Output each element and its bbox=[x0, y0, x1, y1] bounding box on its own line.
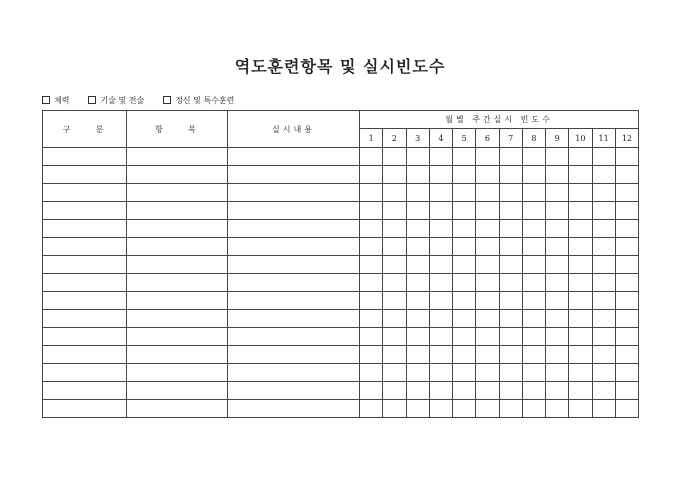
item-cell[interactable] bbox=[127, 184, 228, 202]
month-cell-2[interactable] bbox=[383, 364, 406, 382]
month-cell-6[interactable] bbox=[476, 238, 499, 256]
table-row bbox=[43, 166, 639, 184]
month-cell-10[interactable] bbox=[569, 274, 592, 292]
month-cell-10[interactable] bbox=[569, 166, 592, 184]
month-cell-12[interactable] bbox=[615, 238, 638, 256]
month-cell-11[interactable] bbox=[592, 328, 615, 346]
month-cell-1[interactable] bbox=[360, 238, 383, 256]
month-cell-12[interactable] bbox=[615, 292, 638, 310]
month-cell-12[interactable] bbox=[615, 274, 638, 292]
checkbox-item-mental[interactable] bbox=[163, 95, 234, 106]
month-cell-12[interactable] bbox=[615, 220, 638, 238]
month-cell-9[interactable] bbox=[546, 148, 569, 166]
table-row bbox=[43, 310, 639, 328]
month-cell-11[interactable] bbox=[592, 202, 615, 220]
month-cell-10[interactable] bbox=[569, 202, 592, 220]
content-cell[interactable] bbox=[228, 400, 360, 418]
month-cell-11[interactable] bbox=[592, 400, 615, 418]
content-cell[interactable] bbox=[228, 148, 360, 166]
month-cell-1[interactable] bbox=[360, 166, 383, 184]
month-cell-4[interactable] bbox=[429, 274, 452, 292]
month-header-9: 9 bbox=[546, 129, 569, 148]
month-cell-2[interactable] bbox=[383, 238, 406, 256]
item-cell[interactable] bbox=[127, 274, 228, 292]
item-cell[interactable] bbox=[127, 292, 228, 310]
content-cell[interactable] bbox=[228, 166, 360, 184]
month-cell-4[interactable] bbox=[429, 166, 452, 184]
table-row bbox=[43, 220, 639, 238]
content-cell[interactable] bbox=[228, 346, 360, 364]
month-cell-2[interactable] bbox=[383, 328, 406, 346]
month-cell-1[interactable] bbox=[360, 148, 383, 166]
month-cell-5[interactable] bbox=[453, 346, 476, 364]
checkbox-label: 정신 및 특수훈련 bbox=[175, 95, 235, 105]
month-cell-7[interactable] bbox=[499, 184, 522, 202]
month-cell-3[interactable] bbox=[406, 238, 429, 256]
category-cell[interactable] bbox=[43, 166, 127, 184]
category-cell[interactable] bbox=[43, 256, 127, 274]
category-cell[interactable] bbox=[43, 292, 127, 310]
month-cell-11[interactable] bbox=[592, 220, 615, 238]
category-cell[interactable] bbox=[43, 346, 127, 364]
month-cell-10[interactable] bbox=[569, 328, 592, 346]
month-header-1: 1 bbox=[360, 129, 383, 148]
month-cell-11[interactable] bbox=[592, 184, 615, 202]
month-cell-9[interactable] bbox=[546, 328, 569, 346]
month-cell-5[interactable] bbox=[453, 310, 476, 328]
content-cell[interactable] bbox=[228, 382, 360, 400]
month-cell-11[interactable] bbox=[592, 382, 615, 400]
month-cell-12[interactable] bbox=[615, 148, 638, 166]
month-cell-1[interactable] bbox=[360, 184, 383, 202]
month-cell-7[interactable] bbox=[499, 148, 522, 166]
table-row bbox=[43, 400, 639, 418]
month-cell-8[interactable] bbox=[522, 238, 545, 256]
checkbox-item-technique[interactable] bbox=[88, 95, 144, 106]
month-cell-1[interactable] bbox=[360, 202, 383, 220]
month-cell-12[interactable] bbox=[615, 400, 638, 418]
month-cell-12[interactable] bbox=[615, 184, 638, 202]
month-cell-5[interactable] bbox=[453, 382, 476, 400]
month-cell-5[interactable] bbox=[453, 274, 476, 292]
month-cell-2[interactable] bbox=[383, 184, 406, 202]
month-cell-4[interactable] bbox=[429, 148, 452, 166]
item-cell[interactable] bbox=[127, 238, 228, 256]
table-row bbox=[43, 202, 639, 220]
month-cell-5[interactable] bbox=[453, 184, 476, 202]
month-cell-7[interactable] bbox=[499, 382, 522, 400]
month-cell-8[interactable] bbox=[522, 256, 545, 274]
item-cell[interactable] bbox=[127, 328, 228, 346]
month-cell-10[interactable] bbox=[569, 220, 592, 238]
month-cell-4[interactable] bbox=[429, 256, 452, 274]
content-cell[interactable] bbox=[228, 238, 360, 256]
month-cell-4[interactable] bbox=[429, 328, 452, 346]
month-cell-7[interactable] bbox=[499, 346, 522, 364]
month-cell-2[interactable] bbox=[383, 310, 406, 328]
content-cell[interactable] bbox=[228, 202, 360, 220]
month-cell-6[interactable] bbox=[476, 256, 499, 274]
month-cell-3[interactable] bbox=[406, 328, 429, 346]
month-cell-4[interactable] bbox=[429, 364, 452, 382]
month-cell-7[interactable] bbox=[499, 238, 522, 256]
month-cell-5[interactable] bbox=[453, 166, 476, 184]
month-cell-10[interactable] bbox=[569, 238, 592, 256]
month-cell-10[interactable] bbox=[569, 346, 592, 364]
month-cell-6[interactable] bbox=[476, 400, 499, 418]
month-cell-9[interactable] bbox=[546, 220, 569, 238]
item-cell[interactable] bbox=[127, 148, 228, 166]
checkbox-item-stamina[interactable] bbox=[42, 95, 69, 106]
category-cell[interactable] bbox=[43, 238, 127, 256]
month-cell-1[interactable] bbox=[360, 346, 383, 364]
table-row bbox=[43, 238, 639, 256]
month-cell-1[interactable] bbox=[360, 292, 383, 310]
month-cell-1[interactable] bbox=[360, 310, 383, 328]
item-cell[interactable] bbox=[127, 202, 228, 220]
month-cell-7[interactable] bbox=[499, 274, 522, 292]
month-cell-12[interactable] bbox=[615, 310, 638, 328]
month-cell-1[interactable] bbox=[360, 382, 383, 400]
month-cell-11[interactable] bbox=[592, 364, 615, 382]
content-cell[interactable] bbox=[228, 274, 360, 292]
month-cell-8[interactable] bbox=[522, 310, 545, 328]
month-cell-10[interactable] bbox=[569, 310, 592, 328]
month-cell-2[interactable] bbox=[383, 400, 406, 418]
month-cell-5[interactable] bbox=[453, 292, 476, 310]
month-cell-10[interactable] bbox=[569, 364, 592, 382]
content-cell[interactable] bbox=[228, 292, 360, 310]
month-cell-7[interactable] bbox=[499, 220, 522, 238]
month-cell-7[interactable] bbox=[499, 166, 522, 184]
item-cell[interactable] bbox=[127, 346, 228, 364]
month-cell-4[interactable] bbox=[429, 202, 452, 220]
table-row bbox=[43, 364, 639, 382]
item-cell[interactable] bbox=[127, 382, 228, 400]
month-cell-4[interactable] bbox=[429, 220, 452, 238]
content-cell[interactable] bbox=[228, 220, 360, 238]
month-header-6: 6 bbox=[476, 129, 499, 148]
checkbox-label: 체력 bbox=[54, 95, 70, 105]
category-checkboxes bbox=[42, 94, 253, 106]
month-cell-10[interactable] bbox=[569, 148, 592, 166]
month-cell-12[interactable] bbox=[615, 166, 638, 184]
month-cell-9[interactable] bbox=[546, 310, 569, 328]
content-cell[interactable] bbox=[228, 184, 360, 202]
category-cell[interactable] bbox=[43, 364, 127, 382]
month-cell-6[interactable] bbox=[476, 382, 499, 400]
table-row bbox=[43, 184, 639, 202]
table-row bbox=[43, 328, 639, 346]
month-cell-1[interactable] bbox=[360, 400, 383, 418]
month-cell-9[interactable] bbox=[546, 184, 569, 202]
checkbox[interactable] bbox=[88, 96, 96, 104]
month-cell-8[interactable] bbox=[522, 400, 545, 418]
month-cell-11[interactable] bbox=[592, 274, 615, 292]
month-cell-7[interactable] bbox=[499, 328, 522, 346]
month-cell-12[interactable] bbox=[615, 364, 638, 382]
month-header-10: 10 bbox=[569, 129, 592, 148]
header-category: 구 분 bbox=[43, 111, 127, 148]
month-cell-9[interactable] bbox=[546, 364, 569, 382]
month-cell-3[interactable] bbox=[406, 220, 429, 238]
item-cell[interactable] bbox=[127, 220, 228, 238]
month-cell-6[interactable] bbox=[476, 346, 499, 364]
category-cell[interactable] bbox=[43, 382, 127, 400]
month-cell-8[interactable] bbox=[522, 274, 545, 292]
month-cell-10[interactable] bbox=[569, 382, 592, 400]
month-cell-6[interactable] bbox=[476, 328, 499, 346]
month-cell-5[interactable] bbox=[453, 238, 476, 256]
month-cell-1[interactable] bbox=[360, 328, 383, 346]
month-cell-10[interactable] bbox=[569, 400, 592, 418]
month-cell-3[interactable] bbox=[406, 184, 429, 202]
header-content: 실시내용 bbox=[228, 111, 360, 148]
content-cell[interactable] bbox=[228, 256, 360, 274]
month-cell-6[interactable] bbox=[476, 220, 499, 238]
month-cell-11[interactable] bbox=[592, 310, 615, 328]
category-cell[interactable] bbox=[43, 220, 127, 238]
month-cell-7[interactable] bbox=[499, 310, 522, 328]
month-cell-3[interactable] bbox=[406, 256, 429, 274]
month-cell-8[interactable] bbox=[522, 328, 545, 346]
month-header-11: 11 bbox=[592, 129, 615, 148]
month-cell-9[interactable] bbox=[546, 382, 569, 400]
content-cell[interactable] bbox=[228, 364, 360, 382]
month-cell-9[interactable] bbox=[546, 346, 569, 364]
month-cell-12[interactable] bbox=[615, 202, 638, 220]
month-cell-4[interactable] bbox=[429, 310, 452, 328]
month-cell-3[interactable] bbox=[406, 382, 429, 400]
header-item: 항 목 bbox=[127, 111, 228, 148]
month-cell-1[interactable] bbox=[360, 220, 383, 238]
month-cell-3[interactable] bbox=[406, 166, 429, 184]
month-cell-8[interactable] bbox=[522, 148, 545, 166]
month-cell-6[interactable] bbox=[476, 310, 499, 328]
month-cell-11[interactable] bbox=[592, 238, 615, 256]
month-cell-2[interactable] bbox=[383, 148, 406, 166]
month-cell-11[interactable] bbox=[592, 292, 615, 310]
month-cell-4[interactable] bbox=[429, 346, 452, 364]
month-cell-9[interactable] bbox=[546, 400, 569, 418]
header-frequency: 월별 주간실시 빈도수 bbox=[360, 111, 639, 129]
month-cell-2[interactable] bbox=[383, 346, 406, 364]
month-cell-7[interactable] bbox=[499, 364, 522, 382]
month-cell-4[interactable] bbox=[429, 382, 452, 400]
month-cell-11[interactable] bbox=[592, 166, 615, 184]
month-header-5: 5 bbox=[453, 129, 476, 148]
month-cell-2[interactable] bbox=[383, 220, 406, 238]
month-cell-10[interactable] bbox=[569, 256, 592, 274]
content-cell[interactable] bbox=[228, 328, 360, 346]
month-cell-5[interactable] bbox=[453, 256, 476, 274]
month-cell-1[interactable] bbox=[360, 256, 383, 274]
month-cell-5[interactable] bbox=[453, 364, 476, 382]
month-cell-5[interactable] bbox=[453, 328, 476, 346]
month-cell-3[interactable] bbox=[406, 274, 429, 292]
table-row bbox=[43, 346, 639, 364]
month-cell-3[interactable] bbox=[406, 364, 429, 382]
month-cell-2[interactable] bbox=[383, 274, 406, 292]
category-cell[interactable] bbox=[43, 328, 127, 346]
month-cell-3[interactable] bbox=[406, 148, 429, 166]
month-cell-9[interactable] bbox=[546, 166, 569, 184]
month-header-12: 12 bbox=[615, 129, 638, 148]
training-table bbox=[42, 110, 639, 418]
page-title: 역도훈련항목 및 실시빈도수 bbox=[234, 57, 446, 76]
month-cell-11[interactable] bbox=[592, 148, 615, 166]
month-cell-9[interactable] bbox=[546, 292, 569, 310]
month-cell-5[interactable] bbox=[453, 148, 476, 166]
month-cell-4[interactable] bbox=[429, 238, 452, 256]
month-cell-10[interactable] bbox=[569, 184, 592, 202]
month-header-7: 7 bbox=[499, 129, 522, 148]
month-cell-6[interactable] bbox=[476, 364, 499, 382]
month-cell-5[interactable] bbox=[453, 220, 476, 238]
month-cell-7[interactable] bbox=[499, 292, 522, 310]
table-row bbox=[43, 148, 639, 166]
month-cell-6[interactable] bbox=[476, 292, 499, 310]
month-cell-7[interactable] bbox=[499, 256, 522, 274]
month-cell-8[interactable] bbox=[522, 220, 545, 238]
month-cell-12[interactable] bbox=[615, 328, 638, 346]
month-cell-8[interactable] bbox=[522, 346, 545, 364]
month-cell-2[interactable] bbox=[383, 202, 406, 220]
item-cell[interactable] bbox=[127, 400, 228, 418]
category-cell[interactable] bbox=[43, 274, 127, 292]
month-cell-3[interactable] bbox=[406, 310, 429, 328]
month-header-8: 8 bbox=[522, 129, 545, 148]
month-cell-6[interactable] bbox=[476, 202, 499, 220]
month-cell-1[interactable] bbox=[360, 274, 383, 292]
month-cell-4[interactable] bbox=[429, 292, 452, 310]
item-cell[interactable] bbox=[127, 166, 228, 184]
month-cell-9[interactable] bbox=[546, 274, 569, 292]
month-cell-12[interactable] bbox=[615, 382, 638, 400]
month-cell-7[interactable] bbox=[499, 202, 522, 220]
category-cell[interactable] bbox=[43, 184, 127, 202]
item-cell[interactable] bbox=[127, 364, 228, 382]
category-cell[interactable] bbox=[43, 400, 127, 418]
table-row bbox=[43, 274, 639, 292]
item-cell[interactable] bbox=[127, 310, 228, 328]
month-cell-8[interactable] bbox=[522, 382, 545, 400]
table-row bbox=[43, 256, 639, 274]
month-header-3: 3 bbox=[406, 129, 429, 148]
month-cell-4[interactable] bbox=[429, 184, 452, 202]
month-cell-1[interactable] bbox=[360, 364, 383, 382]
month-cell-8[interactable] bbox=[522, 292, 545, 310]
month-cell-5[interactable] bbox=[453, 202, 476, 220]
month-header-4: 4 bbox=[429, 129, 452, 148]
content-cell[interactable] bbox=[228, 310, 360, 328]
category-cell[interactable] bbox=[43, 148, 127, 166]
month-cell-8[interactable] bbox=[522, 184, 545, 202]
month-cell-5[interactable] bbox=[453, 400, 476, 418]
month-cell-2[interactable] bbox=[383, 256, 406, 274]
month-cell-2[interactable] bbox=[383, 292, 406, 310]
month-cell-10[interactable] bbox=[569, 292, 592, 310]
month-cell-4[interactable] bbox=[429, 400, 452, 418]
month-cell-6[interactable] bbox=[476, 148, 499, 166]
checkbox-label: 기술 및 전술 bbox=[100, 95, 145, 105]
month-cell-12[interactable] bbox=[615, 256, 638, 274]
table-row bbox=[43, 382, 639, 400]
month-header-2: 2 bbox=[383, 129, 406, 148]
month-cell-11[interactable] bbox=[592, 256, 615, 274]
month-cell-3[interactable] bbox=[406, 400, 429, 418]
month-cell-8[interactable] bbox=[522, 166, 545, 184]
checkbox[interactable] bbox=[163, 96, 171, 104]
month-cell-3[interactable] bbox=[406, 202, 429, 220]
checkbox[interactable] bbox=[42, 96, 50, 104]
month-cell-3[interactable] bbox=[406, 346, 429, 364]
month-cell-9[interactable] bbox=[546, 256, 569, 274]
month-cell-8[interactable] bbox=[522, 202, 545, 220]
month-cell-7[interactable] bbox=[499, 400, 522, 418]
month-cell-6[interactable] bbox=[476, 184, 499, 202]
month-cell-8[interactable] bbox=[522, 364, 545, 382]
month-cell-12[interactable] bbox=[615, 346, 638, 364]
month-cell-9[interactable] bbox=[546, 238, 569, 256]
month-cell-2[interactable] bbox=[383, 166, 406, 184]
month-cell-9[interactable] bbox=[546, 202, 569, 220]
month-cell-3[interactable] bbox=[406, 292, 429, 310]
table-row bbox=[43, 292, 639, 310]
item-cell[interactable] bbox=[127, 256, 228, 274]
category-cell[interactable] bbox=[43, 310, 127, 328]
category-cell[interactable] bbox=[43, 202, 127, 220]
month-cell-6[interactable] bbox=[476, 166, 499, 184]
month-cell-6[interactable] bbox=[476, 274, 499, 292]
month-cell-11[interactable] bbox=[592, 346, 615, 364]
month-cell-2[interactable] bbox=[383, 382, 406, 400]
